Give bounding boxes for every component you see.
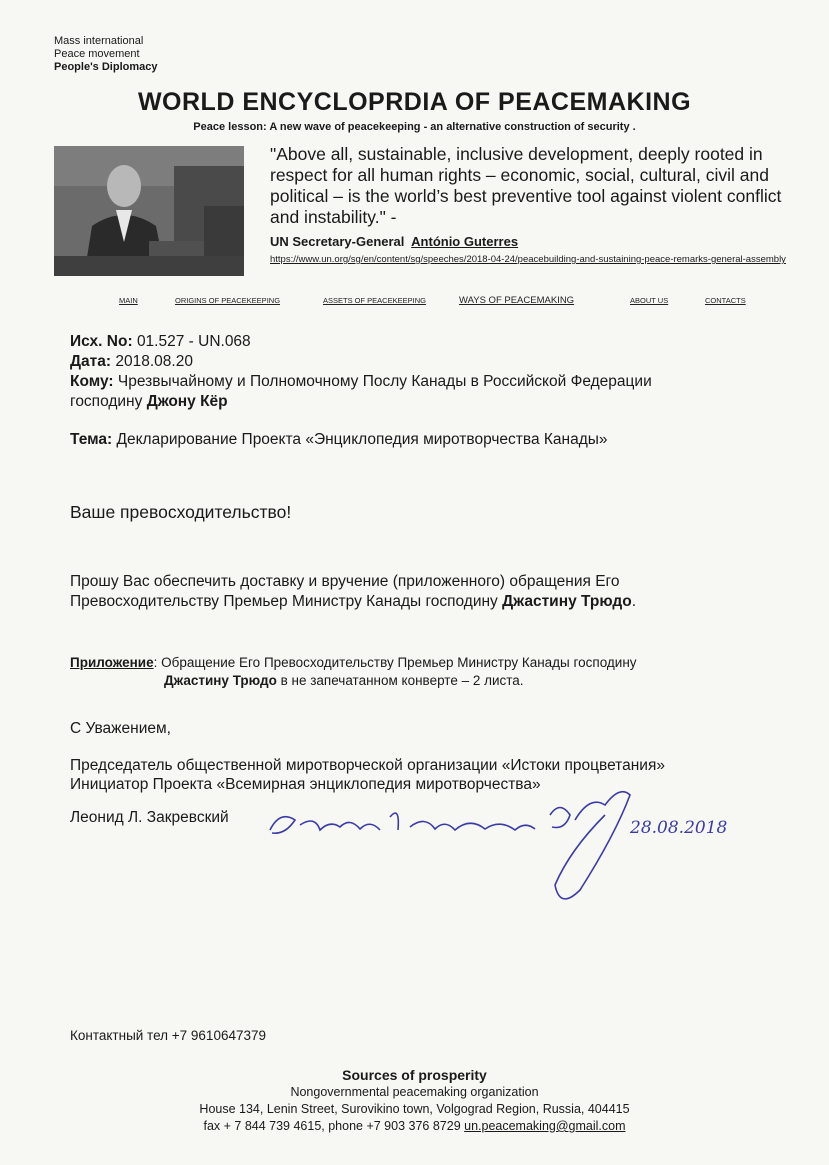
phone-line: Контактный тел +7 9610647379	[70, 1028, 267, 1043]
body-prefix: Превосходительству Премьер Министру Канады господину	[70, 593, 503, 610]
quote-attribution-role: UN Secretary-General	[270, 234, 405, 249]
subject-label: Тема:	[70, 431, 113, 448]
to-prefix: господину	[70, 393, 147, 410]
footer-email[interactable]: un.peacemaking@gmail.com	[464, 1119, 626, 1133]
to-line	[70, 372, 652, 392]
date-value: 2018.08.20	[115, 353, 193, 370]
annex-text: : Обращение Его Превосходительству Премьер Министру Канады господину	[153, 655, 637, 670]
to-value: Чрезвычайному и Полномочному Послу Канады в Российской Федерации	[117, 373, 652, 390]
annex-label: Приложение	[70, 655, 154, 670]
body-suffix: .	[631, 593, 636, 610]
body-line-1: Прошу Вас обеспечить доставку и вручение (приложенного) обращения Его	[70, 573, 620, 590]
body-name: Джастину Трюдо	[502, 593, 632, 610]
footer-phone: fax + 7 844 739 4615, phone +7 903 376 8729	[203, 1119, 465, 1133]
to-name: Джону Кёр	[146, 393, 228, 410]
ref-line	[70, 332, 251, 352]
page-subtitle: Peace lesson: A new wave of peacekeeping - an alternative construction of security .	[193, 121, 636, 133]
quote-text: "Above all, sustainable, inclusive development, deeply rooted in respect for all human rights – economic, social, cultural, civil and political – is the world’s best preventive tool against violent conflict and instability." -	[270, 144, 782, 227]
signer-line-1: Председатель общественной миротворческой организации «Истоки процветания»	[70, 757, 665, 774]
date-line	[70, 352, 193, 372]
nav-main[interactable]: MAIN	[119, 296, 138, 305]
annex-name: Джастину Трюдо	[164, 673, 277, 688]
annex-line-1	[70, 654, 637, 672]
to-line-2	[70, 392, 228, 412]
speaker-photo	[54, 146, 244, 276]
quote-attribution-name: António Guterres	[411, 234, 519, 249]
nav-ways[interactable]: WAYS OF PEACEMAKING	[459, 295, 575, 306]
handwritten-signature	[260, 775, 760, 925]
date-label: Дата:	[70, 353, 112, 370]
nav-contacts[interactable]: CONTACTS	[705, 296, 746, 305]
footer-line-1: Nongovernmental peacemaking organization	[290, 1085, 539, 1099]
to-label: Кому:	[70, 373, 114, 390]
annex-suffix: в не запечатанном конверте – 2 листа.	[276, 673, 524, 688]
ref-label: Исх. No:	[70, 333, 133, 350]
signer-line-2: Инициатор Проекта «Всемирная энциклопедия миротворчества»	[70, 776, 541, 793]
greeting: Ваше превосходительство!	[70, 502, 292, 522]
ref-value: 01.527 - UN.068	[136, 333, 251, 350]
closing: С Уважением,	[70, 720, 171, 737]
subject-line	[70, 430, 608, 450]
subject-value: Декларирование Проекта «Энциклопедия миротворчества Канады»	[116, 431, 608, 448]
org-line-2: Peace movement	[54, 48, 140, 60]
quote-source-link[interactable]: https://www.un.org/sg/en/content/sg/speeches/2018-04-24/peacebuilding-and-sustaining-peace-remarks-general-assembly	[270, 254, 786, 265]
quote-attribution	[270, 234, 518, 249]
nav-origins[interactable]: ORIGINS OF PEACEKEEPING	[175, 296, 281, 305]
nav-assets[interactable]: ASSETS OF PEACEKEEPING	[323, 296, 426, 305]
footer-line-2: House 134, Lenin Street, Surovikino town, Volgograd Region, Russia, 404415	[199, 1102, 630, 1116]
nav-about[interactable]: ABOUT US	[630, 296, 669, 305]
signer-name: Леонид Л. Закревский	[70, 809, 229, 826]
page-title: WORLD ENCYCLOPRDIA OF PEACEMAKING	[137, 88, 692, 116]
handwritten-date: 28.08.2018	[630, 818, 728, 838]
body-line-2	[70, 592, 636, 612]
org-line-3: People's Diplomacy	[54, 61, 158, 73]
org-line-1: Mass international	[54, 35, 144, 47]
footer-title: Sources of prosperity	[342, 1067, 487, 1083]
annex-line-2	[164, 672, 524, 690]
footer-line-3	[0, 1118, 829, 1135]
